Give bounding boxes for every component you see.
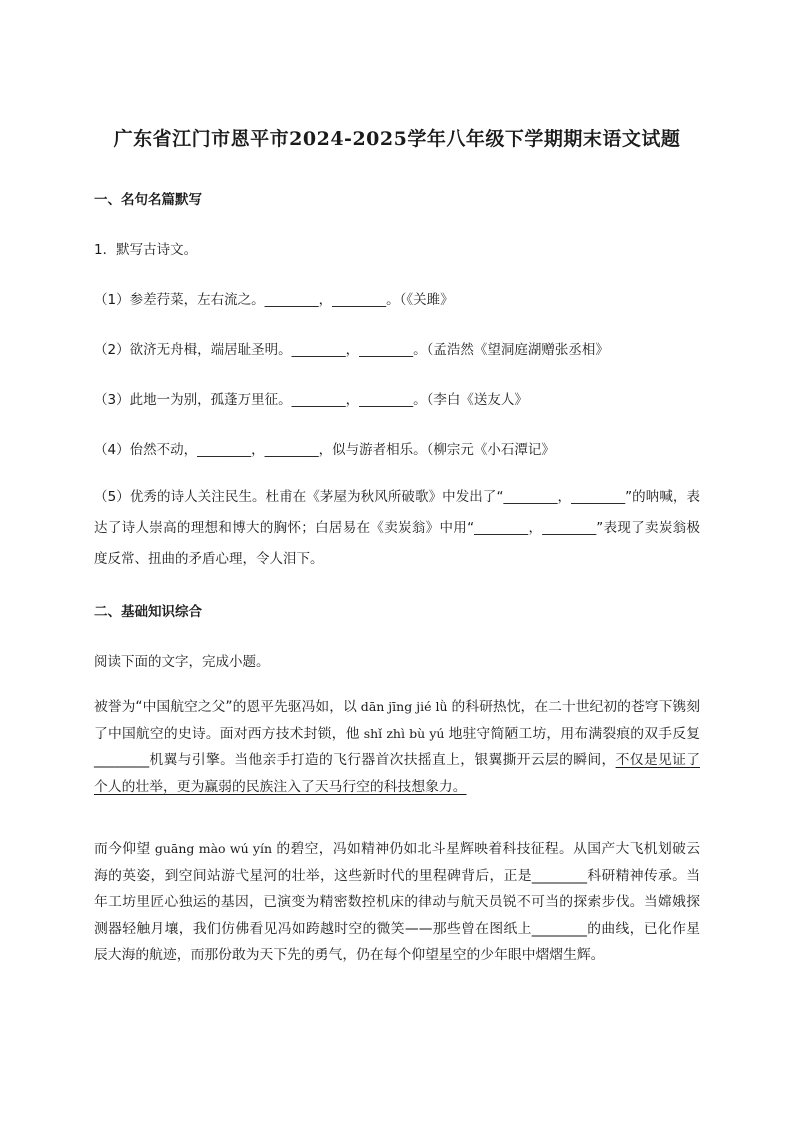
question-item-5: （5）优秀的诗人关注民生。杜甫在《茅屋为秋风所破歌》中发出了“________，________”的呐喊，表达了诗人崇高的理想和博大的胸怀；白居易在《卖炭翁》中用“________，________”表现了卖炭翁极度反常、扭曲的矛盾心理，令人泪下。 bbox=[94, 489, 700, 567]
reading-paragraph-2 bbox=[94, 836, 700, 969]
pinyin-prompt: dān jīng jié lǜ bbox=[356, 699, 452, 714]
page-title: 广东省江门市恩平市2024-2025学年八年级下学期期末语文试题 bbox=[113, 128, 681, 150]
question-item-2: （2）欲济无舟楫，端居耻圣明。________，________。（孟浩然《望洞庭湖赠张丞相》 bbox=[94, 342, 609, 358]
question-label: 1．默写古诗文。 bbox=[94, 242, 198, 258]
question-item-3: （3）此地一为别，孤蓬万里征。________，________。（李白《送友人》 bbox=[94, 392, 528, 408]
paragraph-text: 被誉为“中国航空之父”的恩平先驱冯如，以 bbox=[94, 699, 357, 715]
question-item-1: （1）参差荇菜，左右流之。________，________。（《关雎》 bbox=[94, 292, 454, 308]
section-heading-1: 一、名句名篇默写 bbox=[94, 192, 202, 208]
paragraph-text: 的科研热忱，在二十世纪初的苍穹下镌刻了中国航空的史诗。面对西方技术封锁，他 bbox=[94, 699, 701, 742]
question-item-4: （4）佁然不动，________，________，似与游者相乐。（柳宗元《小石潭记》 bbox=[94, 442, 555, 458]
reading-paragraph-1 bbox=[94, 694, 700, 800]
reading-instruction: 阅读下面的文字，完成小题。 bbox=[94, 654, 270, 670]
pinyin-prompt: guāng mào wú yín bbox=[150, 841, 277, 856]
section-heading-2: 二、基础知识综合 bbox=[94, 604, 202, 620]
paragraph-text: 地驻守简陋工坊，用布满裂痕的双手反复________机翼与引擎。当他亲手打造的飞行器首次扶摇直上，银翼撕开云层的瞬间， bbox=[94, 725, 700, 768]
paragraph-text: 的碧空，冯如精神仍如北斗星辉映着科技征程。从国产大飞机划破云海的英姿，到空间站游弋星河的壮举，这些新时代的里程碑背后，正是________科研精神传承。当年工坊里匠心独运的基因，已演变为精密数控机床的律动与航天员锐不可当的探索步伐。当嫦娥探测器轻触月壤，我们仿佛看见冯如跨越时空的微笑——那些曾在图纸上________的曲线，已化作星辰大海的航迹，而那份敢为天下先的勇气，仍在每个仰望星空的少年眼中熠熠生辉。 bbox=[94, 841, 701, 963]
pinyin-prompt: shǐ zhì bù yú bbox=[359, 725, 449, 741]
underlined-sentence: 不仅是见证了个人的壮举，更为赢弱的民族注入了天马行空的科技想象力。 bbox=[94, 752, 701, 795]
paragraph-text: 而今仰望 bbox=[94, 841, 151, 857]
